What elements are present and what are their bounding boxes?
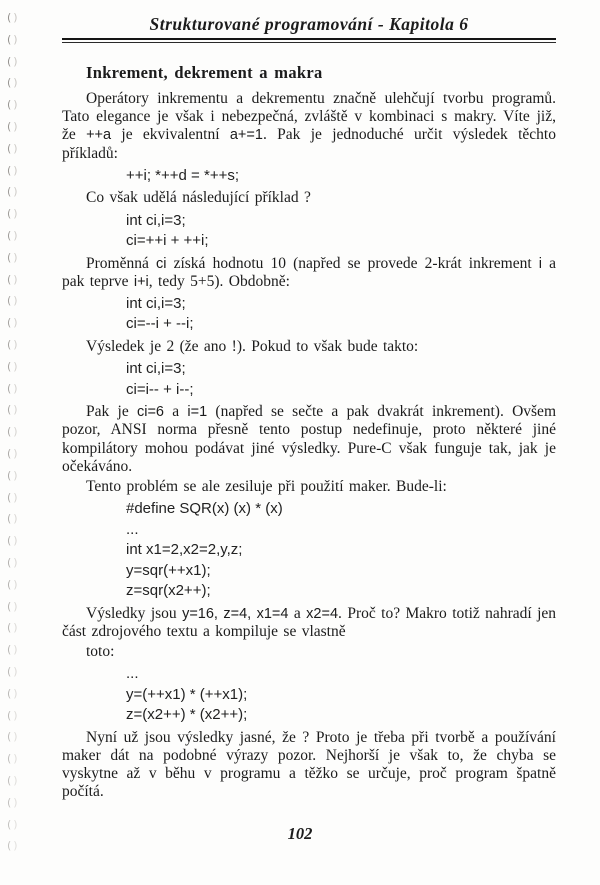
paragraph-text: a: [163, 403, 188, 421]
ring-close: ): [13, 708, 20, 722]
ring-close: ): [13, 795, 20, 809]
ring-open: (: [7, 774, 14, 787]
binding-ring-icon: [7, 426, 20, 437]
ring-open: (: [7, 577, 14, 591]
paragraph-text: Výsledky jsou: [86, 604, 183, 622]
ring-open: (: [7, 381, 14, 395]
body-paragraph: [62, 605, 556, 641]
ring-close: ): [13, 556, 20, 569]
ring-close: ): [13, 490, 20, 504]
inline-code: x2=4: [306, 605, 339, 622]
running-header-title: Strukturované programování - Kapitola 6: [149, 14, 469, 34]
binding-ring-icon: [7, 295, 20, 306]
code-line: z=sqr(x2++);: [126, 582, 211, 600]
paragraph-text: Pak je: [86, 403, 137, 421]
ring-close: ): [13, 32, 20, 46]
binding-ring-icon: [7, 492, 20, 503]
binding-ring-icon: [7, 56, 20, 67]
body-paragraph: [62, 403, 556, 476]
ring-open: (: [7, 817, 14, 831]
code-line: ...: [126, 520, 139, 538]
body-paragraph: [62, 90, 556, 163]
inline-code: i+i: [133, 273, 149, 290]
binding-ring-icon: [7, 208, 20, 219]
ring-open: (: [7, 272, 14, 286]
code-line: z=(x2++) * (x2++);: [126, 706, 248, 724]
ring-open: (: [7, 316, 14, 330]
ring-open: (: [7, 32, 14, 46]
ring-open: (: [7, 534, 14, 548]
code-line: #define SQR(x) (x) * (x): [126, 500, 283, 518]
page-number: 102: [287, 824, 313, 843]
binding-ring-icon: [7, 666, 20, 677]
ring-close: ): [13, 294, 20, 308]
binding-ring-icon: [7, 99, 20, 110]
ring-close: ): [13, 730, 20, 744]
body-paragraph: [62, 643, 556, 661]
ring-close: ): [13, 621, 20, 635]
ring-close: ): [13, 272, 20, 286]
ring-open: (: [7, 250, 14, 264]
binding-ring-icon: [7, 339, 20, 350]
code-block: [126, 211, 556, 252]
binding-ring-icon: [7, 12, 20, 23]
code-line: int ci,i=3;: [126, 211, 186, 229]
ring-open: (: [7, 512, 14, 526]
ring-close: ): [13, 338, 20, 351]
code-line: ci=++i + ++i;: [126, 232, 209, 250]
inline-code: z=4,: [223, 605, 252, 622]
ring-open: (: [7, 229, 14, 242]
code-line: ++i; *++d = *++s;: [126, 166, 240, 184]
ring-open: (: [7, 686, 14, 700]
ring-open: (: [7, 98, 14, 112]
body-paragraph: [62, 255, 556, 291]
binding-column: [0, 0, 30, 885]
ring-open: (: [7, 643, 14, 657]
ring-close: ): [13, 359, 20, 373]
ring-close: ): [13, 381, 20, 395]
ring-open: (: [7, 359, 14, 373]
binding-ring-icon: [7, 601, 20, 612]
binding-ring-icon: [7, 121, 20, 132]
ring-close: ): [13, 665, 20, 678]
ring-close: ): [13, 403, 20, 417]
inline-code: y=16,: [182, 605, 218, 622]
paragraph-text: a pak teprve: [62, 254, 556, 290]
ring-open: (: [7, 76, 14, 90]
body-paragraph: [62, 478, 556, 496]
ring-close: ): [13, 839, 20, 853]
paragraph-text: Proměnná: [86, 254, 156, 272]
body-paragraph: [62, 189, 556, 207]
code-line: ci=i-- + i--;: [126, 380, 194, 398]
binding-ring-icon: [7, 34, 20, 45]
code-line: y=sqr(++x1);: [126, 561, 211, 579]
inline-code: i=1: [187, 404, 208, 421]
inline-code: ++a: [86, 127, 112, 144]
binding-ring-icon: [7, 470, 20, 481]
ring-close: ): [13, 185, 20, 199]
binding-ring-icon: [7, 143, 20, 154]
ring-close: ): [13, 141, 20, 155]
ring-close: ): [13, 229, 20, 242]
body-paragraph: [62, 338, 556, 356]
binding-ring-icon: [7, 775, 20, 786]
binding-ring-icon: [7, 797, 20, 808]
code-block: [126, 359, 556, 400]
ring-open: (: [7, 730, 14, 744]
ring-close: ): [13, 425, 20, 439]
ring-close: ): [13, 98, 20, 112]
ring-open: (: [7, 338, 14, 351]
ring-open: (: [7, 447, 14, 460]
ring-open: (: [7, 599, 14, 613]
ring-close: ): [13, 534, 20, 548]
binding-ring-icon: [7, 383, 20, 394]
inline-code: i: [538, 255, 542, 272]
ring-open: (: [7, 163, 14, 177]
code-line: ci=--i + --i;: [126, 315, 194, 333]
binding-ring-icon: [7, 579, 20, 590]
binding-ring-icon: [7, 252, 20, 263]
code-block: [126, 664, 556, 726]
ring-close: ): [13, 752, 20, 766]
binding-ring-icon: [7, 753, 20, 764]
code-block: [126, 294, 556, 335]
paragraph-text: Nyní už jsou výsledky jasné, že ? Proto je třeba při tvorbě a používání maker dát na podobné výrazy pozor. Nejhorší je však to, že chyba se vyskytne až v běhu v programu a těžko se určuje, proč program špatně počítá.: [62, 728, 556, 801]
ring-close: ): [13, 577, 20, 591]
ring-open: (: [7, 11, 14, 24]
ring-open: (: [7, 294, 14, 308]
ring-close: ): [13, 11, 20, 24]
paragraph-text: (napřed se sečte a pak dvakrát inkrement). Ovšem pozor, ANSI norma přesně tento postup nedefinuje, proto některé jiné kompilátory mohou podávat jiné výsledky. Pure-C však funguje tak, jak je očekáváno.: [62, 403, 556, 475]
ring-close: ): [13, 512, 20, 526]
binding-ring-icon: [7, 274, 20, 285]
ring-close: ): [13, 468, 20, 482]
ring-open: (: [7, 207, 14, 221]
paragraph-text: Co však udělá následující příklad ?: [86, 189, 311, 207]
binding-ring-icon: [7, 513, 20, 524]
binding-ring-icon: [7, 186, 20, 197]
ring-close: ): [13, 447, 20, 460]
binding-ring-icon: [7, 688, 20, 699]
ring-open: (: [7, 141, 14, 155]
paragraph-text: Výsledek je 2 (že ano !). Pokud to však bude takto:: [86, 337, 419, 355]
paragraph-text: , tedy 5+5). Obdobně:: [148, 272, 290, 290]
ring-close: ): [13, 120, 20, 133]
paragraph-text: . Pak je jednoduché určit výsledek těchto příkladů:: [62, 126, 556, 162]
paragraph-text: Tento problém se ale zesiluje při použití maker. Bude-li:: [86, 477, 447, 495]
inline-code: a+=1: [229, 127, 263, 144]
ring-open: (: [7, 425, 14, 439]
binding-ring-icon: [7, 448, 20, 459]
ring-open: (: [7, 54, 14, 68]
ring-open: (: [7, 665, 14, 678]
ring-close: ): [13, 686, 20, 700]
paragraph-text: a: [288, 604, 307, 622]
inline-code: ci=6: [136, 404, 164, 421]
paragraph-text: získá hodnotu 10 (napřed se provede 2-krát inkrement: [166, 254, 539, 272]
binding-ring-icon: [7, 317, 20, 328]
binding-ring-icon: [7, 404, 20, 415]
paragraph-text: toto:: [86, 643, 115, 661]
ring-open: (: [7, 185, 14, 199]
ring-close: ): [13, 599, 20, 613]
ring-close: ): [13, 250, 20, 264]
code-line: int ci,i=3;: [126, 294, 186, 312]
ring-open: (: [7, 708, 14, 722]
paragraph-text: . Proč to? Makro totiž nahradí jen část zdrojového textu a kompiluje se vlastně: [62, 604, 557, 640]
code-line: y=(++x1) * (++x1);: [126, 685, 248, 703]
ring-open: (: [7, 468, 14, 482]
ring-open: (: [7, 839, 14, 853]
binding-ring-icon: [7, 361, 20, 372]
binding-ring-icon: [7, 710, 20, 721]
ring-open: (: [7, 490, 14, 504]
section-heading: Inkrement, dekrement a makra: [86, 63, 323, 82]
code-block: [126, 166, 556, 187]
inline-code: ci: [155, 255, 167, 272]
ring-close: ): [13, 207, 20, 221]
ring-open: (: [7, 556, 14, 569]
paragraph-text: Operátory inkrementu a dekrementu značně ulehčují tvorbu programů. Tato elegance je však i nebezpečná, zvláště v kombinaci s makry. Víte již, že: [62, 90, 556, 144]
ring-close: ): [13, 76, 20, 90]
ring-close: ): [13, 316, 20, 330]
ring-close: ): [13, 774, 20, 787]
binding-ring-icon: [7, 165, 20, 176]
ring-close: ): [13, 817, 20, 831]
body-paragraph: [62, 729, 556, 802]
code-line: ...: [126, 665, 139, 683]
paragraph-text: je ekvivalentní: [111, 126, 230, 144]
binding-ring-icon: [7, 557, 20, 568]
ring-open: (: [7, 403, 14, 417]
ring-close: ): [13, 54, 20, 68]
code-block: [126, 499, 556, 602]
ring-close: ): [13, 163, 20, 177]
header-rule: [62, 38, 556, 43]
binding-ring-icon: [7, 230, 20, 241]
text-flow: [62, 63, 556, 802]
ring-open: (: [7, 621, 14, 635]
code-line: int ci,i=3;: [126, 360, 186, 378]
ring-close: ): [13, 643, 20, 657]
ring-open: (: [7, 752, 14, 766]
binding-ring-icon: [7, 644, 20, 655]
inline-code: x1=4: [256, 605, 289, 622]
page-content: [62, 10, 556, 804]
ring-open: (: [7, 120, 14, 133]
binding-ring-icon: [7, 731, 20, 742]
binding-ring-icon: [7, 622, 20, 633]
code-line: int x1=2,x2=2,y,z;: [126, 541, 243, 559]
binding-ring-icon: [7, 77, 20, 88]
binding-ring-icon: [7, 535, 20, 546]
ring-open: (: [7, 795, 14, 809]
